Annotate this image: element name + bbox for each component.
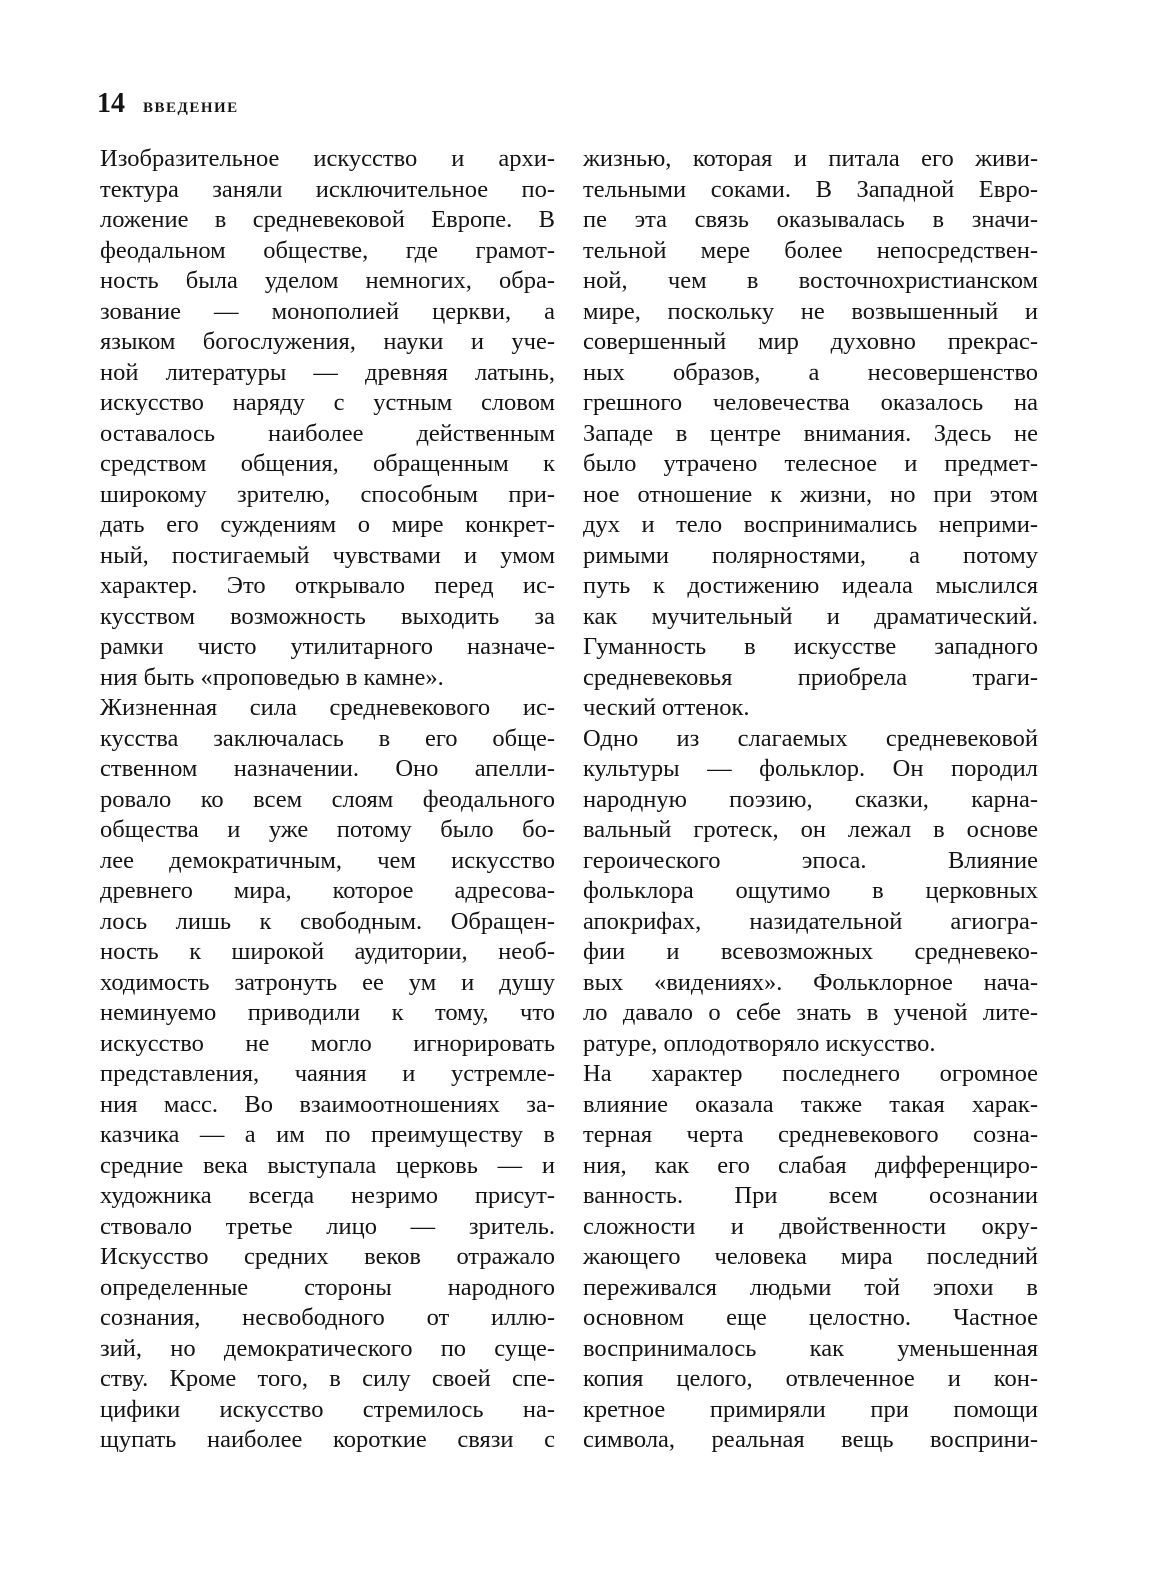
text-line: римыми полярностями, а потому — [583, 541, 1038, 569]
text-line: лось лишь к свободным. Обращен- — [100, 907, 555, 935]
text-line: ния быть «проповедью в камне». — [100, 663, 444, 691]
text-line: символа, реальная вещь восприни- — [583, 1426, 1038, 1453]
text-line: вальный гротеск, он лежал в основе — [583, 816, 1038, 843]
text-line: феодальном обществе, где грамот- — [100, 236, 555, 264]
text-line: широкому зрителю, способным при- — [100, 480, 555, 508]
text-line: воспринималось как уменьшенная — [583, 1334, 1038, 1362]
text-line: кретное примиряли при помощи — [583, 1395, 1038, 1423]
text-line: неминуемо приводили к тому, что — [100, 999, 555, 1026]
text-line: тельной мере более непосредствен- — [583, 236, 1038, 264]
text-line: культуры — фольклор. Он породил — [583, 755, 1038, 782]
text-line: ной, чем в восточнохристианском — [583, 267, 1038, 294]
text-line: дать его суждениям о мире конкрет- — [100, 511, 555, 538]
text-line: ное отношение к жизни, но при этом — [583, 480, 1038, 508]
text-line: ровало ко всем слоям феодального — [100, 785, 555, 813]
text-line: жизнью, которая и питала его живи- — [583, 145, 1038, 172]
text-line: средневековья приобрела траги- — [583, 663, 1038, 691]
page-number: 14 — [97, 88, 125, 119]
text-line: ния масс. Во взаимоотношениях за- — [100, 1090, 555, 1118]
text-line: ной литературы — древняя латынь, — [100, 358, 555, 386]
text-line: рамки чисто утилитарного назначе- — [100, 633, 555, 660]
text-line: ствовало третье лицо — зритель. — [100, 1212, 555, 1240]
text-line: зование — монополией церкви, а — [100, 297, 555, 325]
text-line: ность была уделом немногих, обра- — [100, 267, 555, 294]
text-line: совершенный мир духовно прекрас- — [583, 328, 1038, 355]
text-line: грешного человечества оказалось на — [583, 389, 1038, 416]
text-line: ный, постигаемый чувствами и умом — [100, 541, 555, 569]
text-line: как мучительный и драматический. — [583, 602, 1038, 630]
text-line: На характер последнего огромное — [583, 1060, 1038, 1087]
text-line: Гуманность в искусстве западного — [583, 633, 1038, 660]
text-line: сознания, несвободного от иллю- — [100, 1304, 555, 1331]
text-line: общества и уже потому было бо- — [100, 816, 555, 843]
text-line: Одно из слагаемых средневековой — [583, 724, 1038, 752]
text-line: представления, чаяния и устремле- — [100, 1060, 555, 1087]
text-line: лее демократичным, чем искусство — [100, 846, 555, 874]
text-line: терная черта средневекового созна- — [583, 1121, 1038, 1148]
left-column — [100, 144, 555, 1456]
text-line: кусства заключалась в его обще- — [100, 724, 555, 752]
text-line: пе эта связь оказывалась в значи- — [583, 206, 1038, 233]
text-line: ложение в средневековой Европе. В — [100, 206, 555, 233]
text-line: характер. Это открывало перед ис- — [100, 572, 555, 599]
text-line: фии и всевозможных средневеко- — [583, 938, 1038, 965]
text-line: Искусство средних веков отражало — [100, 1243, 555, 1270]
text-line: оставалось наиболее действенным — [100, 419, 555, 447]
text-line: ных образов, а несовершенство — [583, 358, 1038, 386]
text-line: ческий оттенок. — [583, 694, 750, 721]
text-line: было утрачено телесное и предмет- — [583, 450, 1038, 477]
text-line: языком богослужения, науки и уче- — [100, 328, 555, 355]
text-line: ность к широкой аудитории, необ- — [100, 938, 555, 965]
text-line: цифики искусство стремилось на- — [100, 1395, 555, 1423]
text-line: сложности и двойственности окру- — [583, 1212, 1038, 1240]
text-line: кусством возможность выходить за — [100, 602, 555, 630]
text-line: переживался людьми той эпохи в — [583, 1273, 1038, 1301]
text-line: Западе в центре внимания. Здесь не — [583, 419, 1038, 447]
text-line: ственном назначении. Оно апелли- — [100, 755, 555, 782]
text-line: зий, но демократического по суще- — [100, 1334, 555, 1362]
text-line: влияние оказала также такая харак- — [583, 1090, 1038, 1118]
running-head — [97, 88, 239, 124]
text-line: искусство не могло игнорировать — [100, 1029, 555, 1057]
text-line: ло давало о себе знать в ученой лите- — [583, 999, 1038, 1026]
text-line: народную поэзию, сказки, карна- — [583, 785, 1038, 813]
section-title: ВВЕДЕНИЕ — [143, 100, 239, 116]
text-line: тельными соками. В Западной Евро- — [583, 175, 1038, 203]
text-line: Изобразительное искусство и архи- — [100, 145, 555, 172]
text-line: апокрифах, назидательной агиогра- — [583, 907, 1038, 935]
text-line: ния, как его слабая дифференциро- — [583, 1151, 1038, 1179]
text-line: фольклора ощутимо в церковных — [583, 877, 1038, 904]
text-line: искусство наряду с устным словом — [100, 389, 555, 416]
text-line: путь к достижению идеала мыслился — [583, 572, 1038, 599]
text-line: ванность. При всем осознании — [583, 1182, 1038, 1209]
text-line: средством общения, обращенным к — [100, 450, 555, 477]
text-line: щупать наиболее короткие связи с — [100, 1426, 555, 1453]
text-line: вых «видениях». Фольклорное нача- — [583, 968, 1038, 996]
text-line: определенные стороны народного — [100, 1273, 555, 1301]
text-line: основном еще целостно. Частное — [583, 1304, 1038, 1331]
right-column — [583, 144, 1038, 1456]
text-line: казчика — а им по преимуществу в — [100, 1121, 555, 1148]
text-line: средние века выступала церковь — и — [100, 1151, 555, 1179]
text-line: художника всегда незримо присут- — [100, 1182, 555, 1209]
text-line: тектура заняли исключительное по- — [100, 175, 555, 203]
text-line: копия целого, отвлеченное и кон- — [583, 1365, 1038, 1392]
text-line: ству. Кроме того, в силу своей спе- — [100, 1365, 555, 1392]
text-line: жающего человека мира последний — [583, 1243, 1038, 1270]
text-line: героического эпоса. Влияние — [583, 846, 1038, 874]
text-line: древнего мира, которое адресова- — [100, 877, 555, 904]
text-line: дух и тело воспринимались неприми- — [583, 511, 1038, 538]
text-line: ходимость затронуть ее ум и душу — [100, 968, 555, 996]
text-line: Жизненная сила средневекового ис- — [100, 694, 555, 721]
text-line: мире, поскольку не возвышенный и — [583, 297, 1038, 325]
text-line: ратуре, оплодотворяло искусство. — [583, 1029, 936, 1057]
